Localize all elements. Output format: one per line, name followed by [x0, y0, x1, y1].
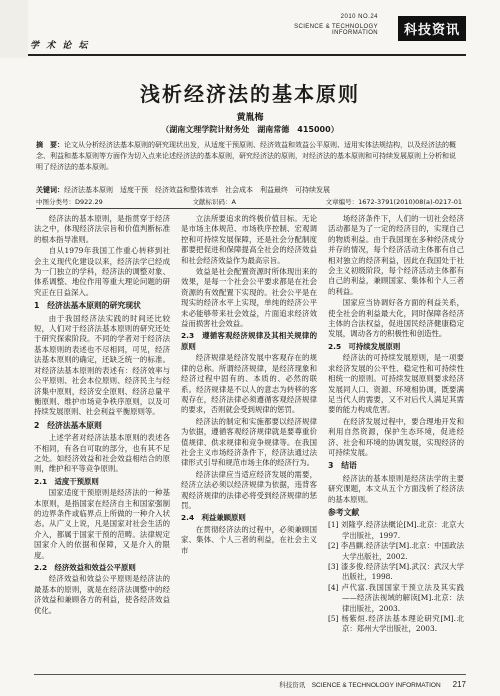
page-footer	[34, 674, 466, 691]
paragraph: 自从1979年我国工作重心转移到社会主义现代化建设以来，经济法学已经成为一门独立的学科，经济法的调整对象、体系调整、地位作用等重大理论问题的研究正在日益深入。	[34, 246, 170, 297]
body-column-2	[181, 214, 317, 666]
article-title: 浅析经济法的基本原则	[140, 82, 360, 106]
paragraph: 国家应当协调好各方面的利益关系，使全社会的利益最大化，同时保障各经济主体的合法权益，促进国民经济健康稳定发展，调动各方的积极性和创造性。	[328, 298, 464, 339]
paragraph: 经济法的可持续发展原则，是一项要求经济发展的公平性、稳定性和可持续性相统一的原则。可持续发展原则要求经济发展同人口、资源、环境相协调，既要满足当代人的需要，又不对后代人满足其需要的能力构成危害。	[328, 353, 464, 415]
abstract-label: 摘 要：	[36, 141, 64, 149]
paragraph: 上述学者对经济法基本原则的表述各不相同，有各自可取的部分，也有其不足之处。如经济效益和社会效益相结合的原则，维护和平等竞争原则。	[34, 433, 170, 474]
author-name: 黄胤梅	[236, 113, 264, 123]
paragraph: 经济法的制定和实施都要以经济规律为依据，遵循客观经济规律就是要尊重价值规律、供求规律和竞争规律等。在我国社会主义市场经济条件下，经济法通过法律形式引导和规范市场主体的经济行为。	[181, 416, 317, 468]
article-number: 文章编号：1672-3791(2010)08(a)-0217-01	[325, 198, 462, 206]
keywords-label: 关键词：	[36, 186, 64, 194]
keywords	[36, 185, 462, 196]
abstract-rule	[36, 208, 462, 209]
subsection-heading: 2.3 遵循客观经济规律及其相关规律的原则	[181, 331, 317, 351]
subsection-heading: 2.2 经济效益和效益公平原则	[34, 563, 136, 572]
footer-journal: 科技资讯 SCIENCE & TECHNOLOGY INFORMATION	[279, 681, 441, 689]
paragraph: 由于我国经济法实践的时间还比较短，人们对于经济法基本原则的研究还处于研究探索阶段。不同的学者对于经济法基本原则的表述也不尽相同，可见，经济法基本原则的确定，还缺乏统一的标准。对经济法基本原则的表述有：经济效率与公平原则、社会本位原则、经济民主与经济集中原则，经济安全原则、经济总量平衡原则、维护市场竞争秩序原则，以及可持续发展原则、社会利益平衡原则等。	[34, 313, 170, 417]
section-label: 学 术 论 坛	[30, 41, 90, 51]
corner-shade	[0, 0, 28, 58]
subsection-heading: 2.1 适度干预原则	[34, 476, 99, 486]
paragraph: 经济法的基本原则，是指贯穿于经济法之中，体现经济法宗旨和价值判断标准的根本指导准则。	[34, 214, 170, 244]
paragraph: 经济法律应当适应经济发展的需要，经济立法必须以经济规律为依据，违背客观经济规律的法律必将受到经济规律的惩罚。	[181, 469, 317, 510]
abstract-text: 论文从分析经济法基本原则的研究现状出发，从适度干预原则、经济效益和效益公平原则、适用实体法规结构，以及经济法的概念、利益和基本原则等方面作为切入点来论述经济法的基本原则，研究经济法的原则，对经济法的基本原则和可持续发展原则上分析和说明了经济法的基本原则。	[36, 141, 456, 171]
document-code: 文献标识码：A	[192, 198, 236, 206]
reference-item: [3] 漆多俊.经济法学[M].武汉：武汉大学出版社，1998.	[328, 562, 464, 582]
journal-name-cn: 科技资讯	[398, 16, 466, 41]
reference-item: [4] 卢代富.我国国家干预立法及其实践——经济法视域的解读[M].北京：法律出版社，2003.	[328, 582, 464, 613]
reference-item: [2] 李昌麒.经济法学[M].北京：中国政法大学出版社，2002.	[328, 541, 464, 561]
page-number: 217	[452, 679, 466, 689]
journal-brand	[276, 6, 466, 46]
paragraph: 在贯彻经济法的过程中，必须兼顾国家、集体、个人三者的利益，在社会主义市	[181, 524, 317, 555]
classification-info	[36, 197, 462, 207]
section-heading: 3 结语	[328, 461, 357, 471]
paragraph: 经济效益和效益公平原则是经济法的最基本的原则，就是在经济法调整中的经济效益和兼顾各方的利益，使各经济效益优化。	[34, 574, 170, 615]
paragraph: 立法所要追求的终极价值目标。无论是市场主体规范、市场秩序控制、宏观调控和可持续发展保障，还是社会分配制度都要把促进和保障提高全社会的经济效益和社会经济效益作为最高宗旨。	[181, 214, 317, 265]
journal-name-en: SCIENCE & TECHNOLOGY INFORMATION	[294, 24, 378, 36]
paragraph: 国家适度干预原则是经济法的一种基本原则，是指国家在经济自主和国家强制的边界条件或临界点上所做的一种介入状态。从广义上说，凡是国家对社会生活的介入，都属于国家干预的范畴。法律规定国家介入的依据和保障，又是介入的限度。	[34, 488, 170, 560]
paragraph: 效益是社会配置资源时所体现出来的效果，是每一个社会公平要求都是在社会资源的有效配置下实现的。社会公平是在现实的经济水平上实现，单纯的经济公平未必能够带来社会效益，片面追求经济效益而损害社会效益。	[181, 267, 317, 329]
section-heading: 1 经济法基本原则的研究现状	[34, 301, 141, 311]
header-rule	[28, 54, 466, 56]
paragraph: 场经济条件下，人们的一切社会经济活动都是为了一定的经济目的，实现自己的物质利益。由于我国现在多种经济成分并存的情况，每个经济活动主体都有自己相对独立的经济利益，因此在我国处于社会主义初级阶段，每个经济活动主体都有自己的利益，兼顾国家、集体和个人三者的利益。	[328, 214, 464, 296]
keywords-text: 经济法基本原则 适度干预 经济效益和整体效率 社会成本 利益最终 可持续发展	[64, 186, 330, 194]
reference-item: [5] 杨紫烜.经济法基本理论研究[M].北京：郑州大学出版社，2003.	[328, 614, 464, 634]
issue-number: 2010 NO.24	[340, 14, 378, 20]
abstract	[36, 140, 462, 173]
paragraph: 经济规律是经济发展中客观存在的规律的总称。所谓经济规律，是经济现象和经济过程中固有的、本质的、必然的联系。经济规律是不以人的意志为转移的客观存在，经济法律必须遵循客观经济规律的要求，否则就会受到规律的惩罚。	[181, 353, 317, 415]
masthead	[0, 0, 500, 58]
section-heading: 2 经济法基本原则	[34, 420, 102, 430]
paragraph: 在经济发展过程中，要合理地开发和利用自然资源，保护生态环境，促进经济、社会和环境的协调发展，实现经济的可持续发展。	[328, 416, 464, 457]
subsection-heading: 2.5 可持续发展原则	[328, 341, 401, 351]
class-number: 中图分类号：D922.29	[36, 198, 103, 206]
references-heading: 参考文献	[328, 507, 360, 517]
author-affiliation: （湖南文理学院计财务处 湖南常德 415000）	[161, 125, 339, 134]
body-column-1	[34, 214, 170, 666]
body-column-3	[328, 214, 464, 666]
paragraph: 经济法的基本原则是经济法学的主要研究课题，本文从五个方面浅析了经济法的基本原则。	[328, 473, 464, 504]
subsection-heading: 2.4 利益兼顾原则	[181, 513, 246, 523]
reference-item: [1] 刘隆亨.经济法概论[M].北京：北京大学出版社，1997.	[328, 520, 464, 540]
